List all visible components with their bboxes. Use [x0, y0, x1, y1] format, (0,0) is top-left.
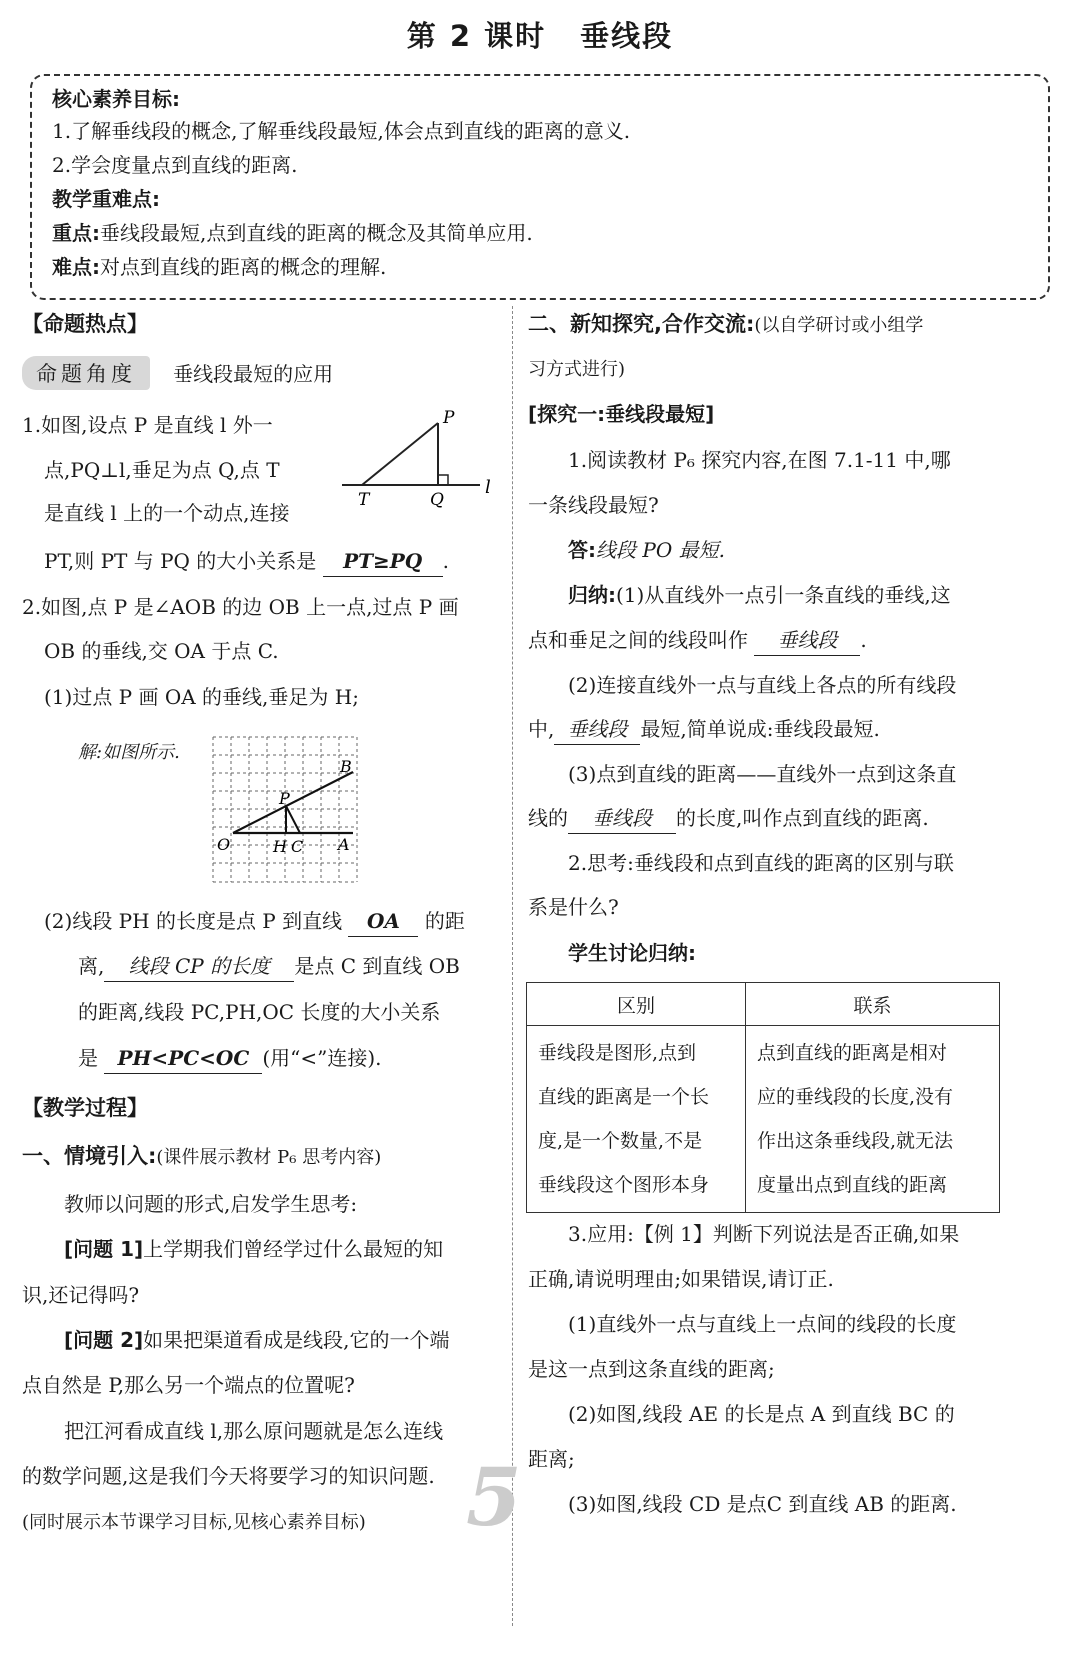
point-b-label: B	[340, 757, 352, 776]
question-text: 一条线段最短?	[528, 493, 659, 517]
problem-2: [问题 2]如果把渠道看成是线段,它的一个端	[64, 1328, 450, 1352]
section1-note: (课件展示教材 P₆ 思考内容)	[156, 1147, 382, 1168]
point-o-label: O	[217, 835, 231, 854]
section1-heading: 一、情境引入:	[22, 1144, 157, 1168]
q2-answer-1: OA	[348, 906, 418, 937]
comparison-table	[526, 982, 1000, 1213]
summary-line: (3)点到直线的距离——直线外一点到这条直	[568, 762, 957, 786]
paragraph-note: (同时展示本节课学习目标,见核心素养目标)	[22, 1512, 366, 1533]
lesson-topic: 垂线段	[580, 19, 674, 53]
key-text: 垂线段最短,点到直线的距离的概念及其简单应用.	[100, 221, 533, 245]
problem-2-cont: 点自然是 P,那么另一个端点的位置呢?	[22, 1373, 355, 1397]
column-divider	[512, 306, 513, 1626]
summary-line: 归纳:(1)从直线外一点引一条直线的垂线,这	[568, 583, 951, 607]
goals-box	[30, 74, 1050, 300]
right-angle-mark	[438, 475, 448, 485]
table-header-link: 联系	[746, 983, 1000, 1026]
discuss-heading: 学生讨论归纳:	[568, 941, 696, 965]
q1-line: 是直线 l 上的一个动点,连接	[44, 501, 290, 525]
q1-line: PT,则 PT 与 PQ 的大小关系是 PT≥PQ .	[44, 546, 449, 577]
hot-topics-heading: 【命题热点】	[22, 312, 148, 336]
point-h-label: H	[273, 837, 287, 856]
table-row	[527, 1026, 1000, 1213]
point-c-label: C	[291, 837, 304, 856]
q1-line: 点,PQ⊥l,垂足为点 Q,点 T	[44, 458, 280, 482]
paragraph: 把江河看成直线 l,那么原问题就是怎么连线	[64, 1419, 444, 1443]
q2-line: OB 的垂线,交 OA 于点 C.	[44, 639, 279, 663]
summary-line: 点和垂足之间的线段叫作 垂线段 .	[528, 625, 867, 656]
summary-line: 中, 垂线段 最短,简单说成:垂线段最短.	[528, 714, 880, 745]
difficulty-text: 对点到直线的距离的概念的理解.	[100, 255, 387, 279]
section2-heading: 二、新知探究,合作交流:	[528, 312, 755, 336]
table-header-row	[527, 983, 1000, 1026]
q1-line: 1.如图,设点 P 是直线 l 外一	[22, 413, 273, 437]
page-title	[0, 14, 1080, 55]
page-number: 5	[466, 1450, 522, 1544]
core-goal-item: 1.了解垂线段的概念,了解垂线段最短,体会点到直线的距离的意义.	[52, 119, 631, 143]
summary-line: 线的 垂线段 的长度,叫作点到直线的距离.	[528, 803, 929, 834]
summary-answer-1: 垂线段	[754, 625, 860, 656]
key-points-heading: 教学重难点:	[52, 187, 160, 211]
segment-pc	[286, 806, 300, 833]
point-p-label: P	[279, 789, 290, 808]
difficulty-label: 难点:	[52, 255, 100, 279]
line-l-label: l	[485, 477, 491, 498]
section2-note: (以自学研讨或小组学	[754, 315, 924, 336]
q2-sub1: (1)过点 P 画 OA 的垂线,垂足为 H;	[44, 685, 359, 709]
application-item: 是这一点到这条直线的距离;	[528, 1357, 775, 1381]
q1-answer: PT≥PQ	[323, 546, 443, 577]
angle-text: 垂线段最短的应用	[173, 362, 334, 386]
answer-label: 答:	[568, 538, 596, 562]
summary-answer-2: 垂线段	[554, 714, 640, 745]
q2-line: 2.如图,点 P 是∠AOB 的边 OB 上一点,过点 P 画	[22, 595, 459, 619]
point-q-label: Q	[430, 490, 444, 510]
q1-figure	[340, 405, 505, 510]
table-cell-diff: 垂线段是图形,点到 直线的距离是一个长 度,是一个数量,不是 垂线段这个图形本身	[527, 1026, 746, 1213]
ray-ob	[233, 772, 353, 833]
table-header-diff: 区别	[527, 983, 746, 1026]
problem-2-tag: [问题 2]	[64, 1328, 144, 1352]
point-p-label: P	[443, 408, 455, 428]
problem-1: [问题 1]上学期我们曾经学过什么最短的知	[64, 1237, 444, 1261]
summary-label: 归纳:	[568, 583, 616, 607]
problem-1-tag: [问题 1]	[64, 1237, 144, 1261]
paragraph: 教师以问题的形式,启发学生思考:	[64, 1192, 358, 1216]
lesson-number: 第 2 课时	[406, 19, 547, 53]
answer-text: 线段 PO 最短.	[596, 538, 725, 562]
table-cell-link: 点到直线的距离是相对 应的垂线段的长度,没有 作出这条垂线段,就无法 度量出点到直线的距离	[746, 1026, 1000, 1213]
q2-answer-3: PH<PC<OC	[104, 1043, 262, 1074]
application-text: 正确,请说明理由;如果错误,请订正.	[528, 1267, 834, 1291]
question-text: 1.阅读教材 P₆ 探究内容,在图 7.1-11 中,哪	[568, 448, 951, 472]
q2-sub2: (2)线段 PH 的长度是点 P 到直线 OA 的距	[44, 906, 465, 937]
summary-answer-3: 垂线段	[568, 803, 676, 834]
application-item: (1)直线外一点与直线上一点间的线段的长度	[568, 1312, 957, 1336]
core-goal-item: 2.学会度量点到直线的距离.	[52, 153, 298, 177]
section2-note-cont: 习方式进行)	[528, 359, 626, 380]
application-text: 3.应用:【例 1】判断下列说法是否正确,如果	[568, 1222, 960, 1246]
application-item: (3)如图,线段 CD 是点C 到直线 AB 的距离.	[568, 1492, 957, 1516]
core-goals-heading: 核心素养目标:	[52, 87, 180, 111]
q2-solution: 解:如图所示.	[78, 742, 180, 763]
point-t-label: T	[358, 490, 370, 510]
answer-line	[568, 535, 725, 565]
angle-tag: 命题角度	[22, 356, 150, 390]
segment-pt	[362, 423, 438, 485]
problem-1-cont: 识,还记得吗?	[22, 1283, 140, 1307]
explore-1-heading: [探究一:垂线段最短]	[528, 402, 715, 426]
q2-sub2-line: 离, 线段 CP 的长度 是点 C 到直线 OB	[78, 951, 460, 982]
paragraph: 的数学问题,这是我们今天将要学习的知识问题.	[22, 1464, 435, 1488]
q2-answer-2: 线段 CP 的长度	[104, 951, 294, 982]
point-a-label: A	[338, 835, 350, 854]
q2-sub2-line: 的距离,线段 PC,PH,OC 长度的大小关系	[78, 1000, 441, 1024]
think-text: 系是什么?	[528, 895, 619, 919]
think-text: 2.思考:垂线段和点到直线的距离的区别与联	[568, 851, 954, 875]
process-heading: 【教学过程】	[22, 1096, 148, 1120]
application-item: 距离;	[528, 1447, 575, 1471]
application-item: (2)如图,线段 AE 的长是点 A 到直线 BC 的	[568, 1402, 955, 1426]
q2-grid-figure	[205, 732, 375, 887]
q2-sub2-line: 是 PH<PC<OC (用“<”连接).	[78, 1043, 382, 1074]
summary-line: (2)连接直线外一点与直线上各点的所有线段	[568, 673, 957, 697]
key-label: 重点:	[52, 221, 100, 245]
